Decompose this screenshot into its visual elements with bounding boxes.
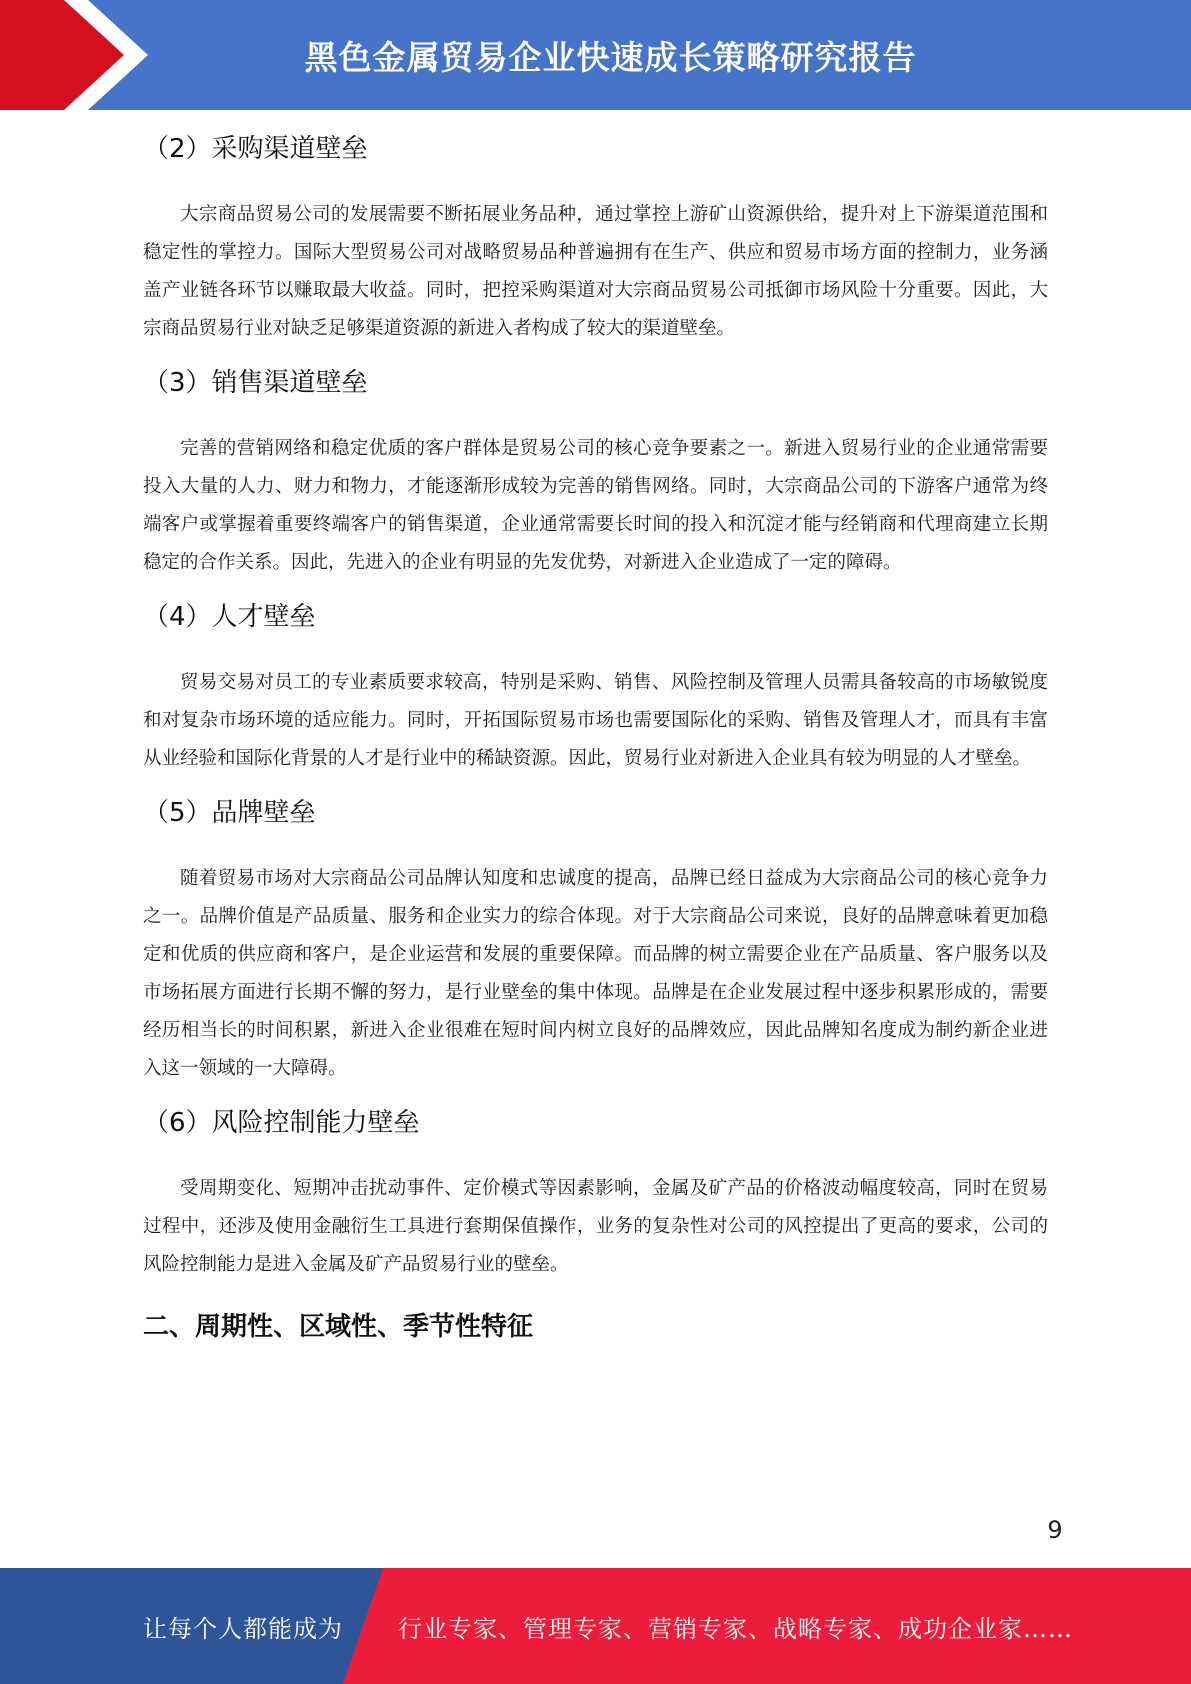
page-footer <box>0 1568 1191 1684</box>
section-heading: （2）采购渠道壁垒 <box>143 134 368 164</box>
section-brand-barrier <box>143 796 1048 1088</box>
section-heading: （5）品牌壁垒 <box>143 798 316 828</box>
footer-slogan-right: 行业专家、管理专家、营销专家、战略专家、成功企业家…… <box>398 1614 1073 1643</box>
section-paragraph: 受周期变化、短期冲击扰动事件、定价模式等因素影响，金属及矿产品的价格波动幅度较高，同时在贸易过程中，还涉及使用金融衍生工具进行套期保值操作，业务的复杂性对公司的风控提出了更高的要求，公司的风险控制能力是进入金属及矿产品贸易行业的壁垒。 <box>143 1178 1048 1275</box>
section-paragraph: 贸易交易对员工的专业素质要求较高，特别是采购、销售、风险控制及管理人员需具备较高的市场敏锐度和对复杂市场环境的适应能力。同时，开拓国际贸易市场也需要国际化的采购、销售及管理人才，而具有丰富从业经验和国际化背景的人才是行业中的稀缺资源。因此，贸易行业对新进入企业具有较为明显的人才壁垒。 <box>143 672 1048 769</box>
document-body <box>143 110 1048 1344</box>
section-paragraph: 完善的营销网络和稳定优质的客户群体是贸易公司的核心竞争要素之一。新进入贸易行业的企业通常需要投入大量的人力、财力和物力，才能逐渐形成较为完善的销售网络。同时，大宗商品公司的下游客户通常为终端客户或掌握着重要终端客户的销售渠道，企业通常需要长时间的投入和沉淀才能与经销商和代理商建立长期稳定的合作关系。因此，先进入的企业有明显的先发优势，对新进入企业造成了一定的障碍。 <box>143 438 1048 573</box>
section-paragraph: 大宗商品贸易公司的发展需要不断拓展业务品种，通过掌控上游矿山资源供给，提升对上下游渠道范围和稳定性的掌控力。国际大型贸易公司对战略贸易品种普遍拥有在生产、供应和贸易市场方面的控制力，业务涵盖产业链各环节以赚取最大收益。同时，把控采购渠道对大宗商品贸易公司抵御市场风险十分重要。因此，大宗商品贸易行业对缺乏足够渠道资源的新进入者构成了较大的渠道壁垒。 <box>143 204 1048 339</box>
section-talent-barrier <box>143 600 1048 778</box>
page-header <box>0 0 1191 110</box>
report-title: 黑色金属贸易企业快速成长策略研究报告 <box>304 37 917 77</box>
page-number: 9 <box>1047 1516 1063 1544</box>
section-heading: （3）销售渠道壁垒 <box>143 368 368 398</box>
section-heading: （4）人才壁垒 <box>143 602 316 632</box>
header-red-chevron <box>0 0 150 110</box>
footer-slogan-left: 让每个人都能成为 <box>143 1614 343 1643</box>
section-paragraph: 随着贸易市场对大宗商品公司品牌认知度和忠诚度的提高，品牌已经日益成为大宗商品公司的核心竞争力之一。品牌价值是产品质量、服务和企业实力的综合体现。对于大宗商品公司来说，良好的品牌意味着更加稳定和优质的供应商和客户，是企业运营和发展的重要保障。而品牌的树立需要企业在产品质量、客户服务以及市场拓展方面进行长期不懈的努力，是行业壁垒的集中体现。品牌是在企业发展过程中逐步积累形成的，需要经历相当长的时间积累，新进入企业很难在短时间内树立良好的品牌效应，因此品牌知名度成为制约新企业进入这一领域的一大障碍。 <box>143 868 1048 1079</box>
section-risk-control-barrier <box>143 1106 1048 1284</box>
section-heading: （6）风险控制能力壁垒 <box>143 1108 420 1138</box>
chapter-heading: 二、周期性、区域性、季节性特征 <box>143 1312 534 1342</box>
section-procurement-barrier <box>143 132 1048 348</box>
section-sales-barrier <box>143 366 1048 582</box>
